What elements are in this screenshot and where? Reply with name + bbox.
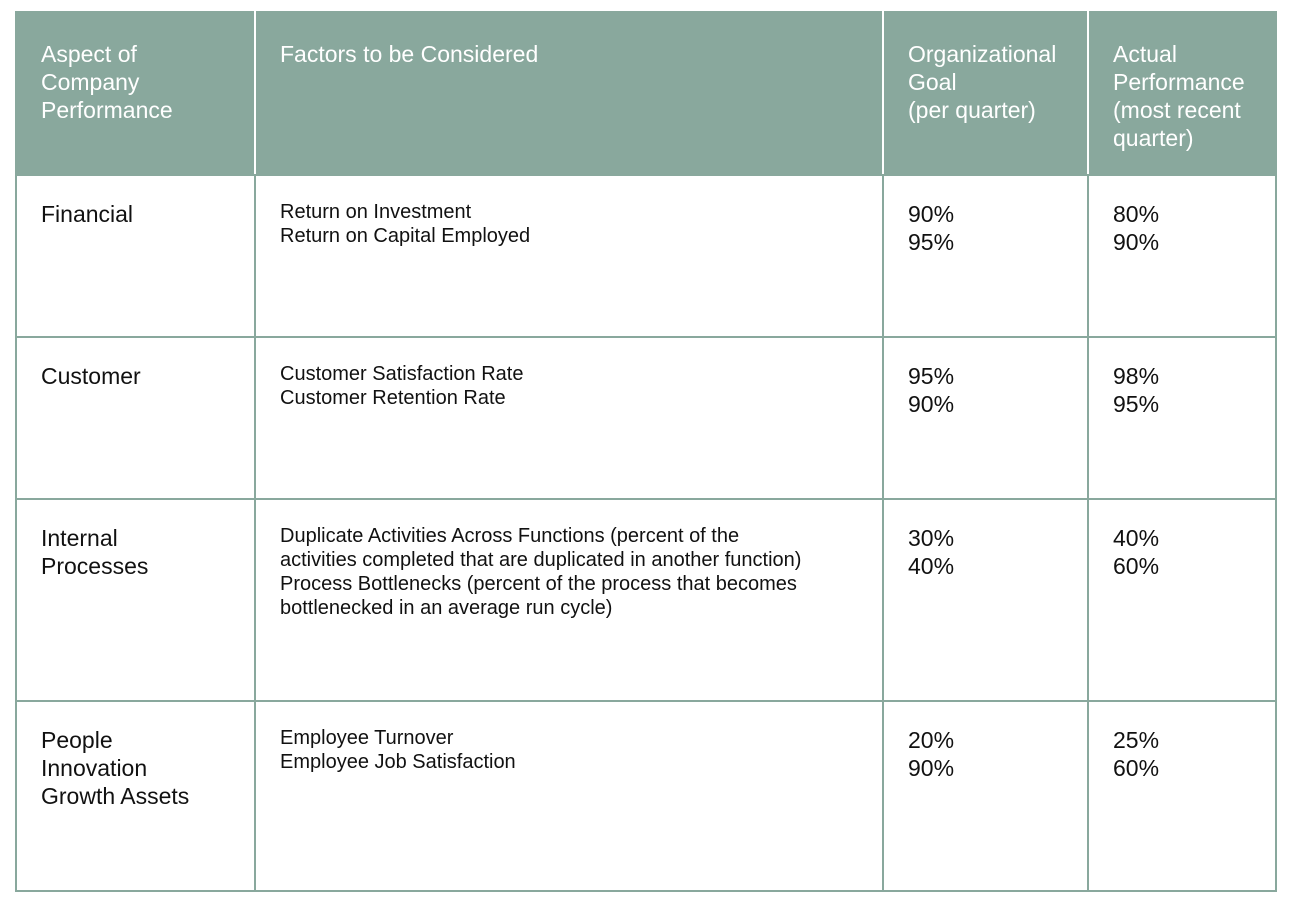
aspect-text: Growth Assets: [41, 783, 190, 809]
goal-cell: [883, 701, 1088, 891]
header-actual-line: Performance: [1113, 69, 1245, 95]
aspect-text: Innovation: [41, 755, 148, 781]
aspect-cell: [16, 701, 255, 891]
aspect-cell: [16, 499, 255, 701]
aspect-text: Customer: [41, 363, 141, 389]
aspect-text: People: [41, 727, 113, 753]
table-row-financial: [16, 175, 1276, 337]
goal-value: 20%: [908, 727, 955, 753]
actual-value: 25%: [1113, 727, 1160, 753]
header-aspect: [16, 12, 255, 175]
factor-text: Employee Turnover: [280, 727, 454, 749]
factors-cell: [255, 175, 883, 337]
goal-value: 90%: [908, 755, 955, 781]
goal-value: 95%: [908, 363, 955, 389]
factor-text: Customer Retention Rate: [280, 387, 506, 409]
header-actual-line: Actual: [1113, 41, 1177, 67]
goal-value: 30%: [908, 525, 955, 551]
header-goal-line: (per quarter): [908, 97, 1036, 123]
header-row: [16, 12, 1276, 175]
actual-cell: [1088, 337, 1276, 499]
actual-value: 90%: [1113, 229, 1160, 255]
aspect-text: Internal: [41, 525, 118, 551]
goal-cell: [883, 499, 1088, 701]
aspect-cell: [16, 175, 255, 337]
header-actual-line: (most recent: [1113, 97, 1241, 123]
header-goal: [883, 12, 1088, 175]
factors-cell: [255, 337, 883, 499]
factor-text: Process Bottlenecks (percent of the process that becomes: [280, 573, 797, 595]
header-actual: [1088, 12, 1276, 175]
factor-text: Customer Satisfaction Rate: [280, 363, 524, 385]
header-actual-line: quarter): [1113, 125, 1194, 151]
header-factors: [255, 12, 883, 175]
actual-value: 80%: [1113, 201, 1160, 227]
table-row-people: [16, 701, 1276, 891]
factor-text: bottlenecked in an average run cycle): [280, 597, 613, 619]
header-goal-line: Goal: [908, 69, 957, 95]
header-aspect-line: Company: [41, 69, 140, 95]
goal-cell: [883, 337, 1088, 499]
actual-value: 98%: [1113, 363, 1160, 389]
factor-text: Duplicate Activities Across Functions (percent of the: [280, 525, 740, 547]
aspect-text: Financial: [41, 201, 134, 227]
table-row-customer: [16, 337, 1276, 499]
performance-table: [15, 11, 1277, 892]
header-factors-line: Factors to be Considered: [280, 41, 539, 67]
header-aspect-line: Aspect of: [41, 41, 137, 67]
header-goal-line: Organizational: [908, 41, 1057, 67]
factor-text: activities completed that are duplicated in another function): [280, 549, 802, 571]
goal-value: 90%: [908, 391, 955, 417]
goal-value: 40%: [908, 553, 955, 579]
actual-cell: [1088, 701, 1276, 891]
actual-value: 60%: [1113, 553, 1160, 579]
factors-cell: [255, 701, 883, 891]
factor-text: Return on Capital Employed: [280, 225, 531, 247]
header-aspect-line: Performance: [41, 97, 173, 123]
aspect-text: Processes: [41, 553, 149, 579]
goal-value: 95%: [908, 229, 955, 255]
goal-value: 90%: [908, 201, 955, 227]
aspect-cell: [16, 337, 255, 499]
goal-cell: [883, 175, 1088, 337]
actual-cell: [1088, 175, 1276, 337]
factor-text: Employee Job Satisfaction: [280, 751, 516, 773]
actual-value: 40%: [1113, 525, 1160, 551]
actual-value: 95%: [1113, 391, 1160, 417]
actual-value: 60%: [1113, 755, 1160, 781]
table-row-internal-processes: [16, 499, 1276, 701]
actual-cell: [1088, 499, 1276, 701]
factors-cell: [255, 499, 883, 701]
factor-text: Return on Investment: [280, 201, 472, 223]
performance-table-container: [15, 11, 1275, 892]
